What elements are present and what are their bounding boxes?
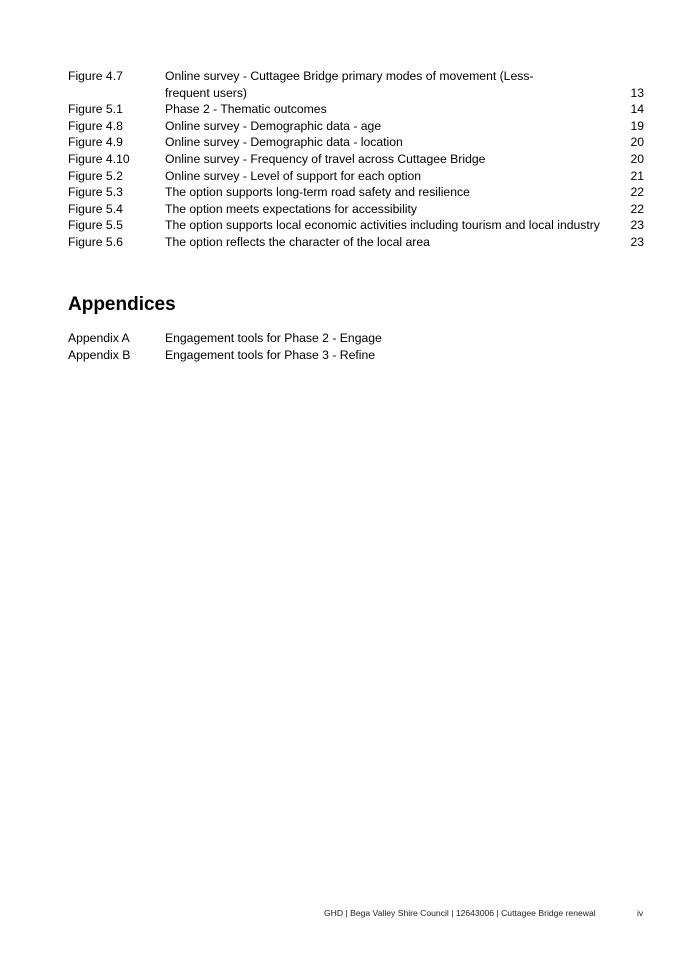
figure-entry[interactable]	[68, 118, 644, 135]
figure-page: 13	[630, 85, 644, 100]
appendix-list	[68, 330, 644, 363]
figure-title: Phase 2 - Thematic outcomes	[165, 102, 327, 117]
appendix-label: Appendix A	[68, 331, 130, 345]
appendix-label: Appendix B	[68, 347, 131, 362]
appendix-entry[interactable]	[68, 347, 644, 364]
figure-title: Online survey - Frequency of travel across Cuttagee Bridge	[165, 151, 486, 166]
figure-title: Online survey - Demographic data - location	[165, 135, 403, 150]
appendices-heading: Appendices	[68, 294, 176, 315]
appendix-title: Engagement tools for Phase 2 - Engage	[165, 331, 382, 345]
appendix-title: Engagement tools for Phase 3 - Refine	[165, 347, 376, 362]
figure-label: Figure 5.2	[68, 168, 123, 183]
figure-page: 20	[630, 135, 644, 150]
figure-entry[interactable]	[68, 184, 644, 201]
figure-page: 14	[630, 102, 644, 117]
figure-page: 19	[630, 118, 644, 133]
figure-page: 22	[630, 185, 644, 200]
figure-title: The option reflects the character of the local area	[165, 234, 430, 249]
figure-title: Online survey - Cuttagee Bridge primary modes of movement (Less-frequent users)	[165, 69, 534, 100]
figure-page: 21	[630, 168, 644, 183]
figure-list	[68, 68, 644, 251]
appendix-entry[interactable]	[68, 330, 644, 347]
figure-label: Figure 4.10	[68, 151, 130, 166]
figure-label: Figure 5.5	[68, 218, 123, 233]
figure-entry[interactable]	[68, 201, 644, 218]
figure-title: The option supports long-term road safety and resilience	[165, 185, 470, 200]
figure-label: Figure 5.6	[68, 234, 123, 249]
figure-label: Figure 4.9	[68, 135, 123, 150]
figure-label: Figure 4.8	[68, 118, 123, 133]
figure-title: Online survey - Level of support for each option	[165, 168, 422, 183]
figure-entry[interactable]	[68, 217, 644, 234]
figure-label: Figure 5.1	[68, 102, 123, 117]
figure-entry[interactable]	[68, 168, 644, 185]
figure-label: Figure 5.3	[68, 185, 123, 200]
figure-entry[interactable]	[68, 234, 644, 251]
page-number: iv	[637, 908, 644, 918]
figure-page: 20	[630, 151, 644, 166]
figure-label: Figure 5.4	[68, 201, 123, 216]
figure-entry[interactable]	[68, 134, 644, 151]
figure-title: The option supports local economic activities including tourism and local industry	[165, 218, 600, 233]
figure-entry[interactable]	[68, 68, 644, 101]
figure-label: Figure 4.7	[68, 69, 123, 83]
figure-entry[interactable]	[68, 101, 644, 118]
figure-page: 23	[630, 234, 644, 249]
figure-page: 22	[630, 201, 644, 216]
figure-title: The option meets expectations for accessibility	[165, 201, 417, 216]
figure-title: Online survey - Demographic data - age	[165, 118, 382, 133]
figure-page: 23	[630, 218, 644, 233]
page-footer: GHD | Bega Valley Shire Council | 12643006 | Cuttagee Bridge renewal	[324, 908, 596, 918]
figure-entry[interactable]	[68, 151, 644, 168]
